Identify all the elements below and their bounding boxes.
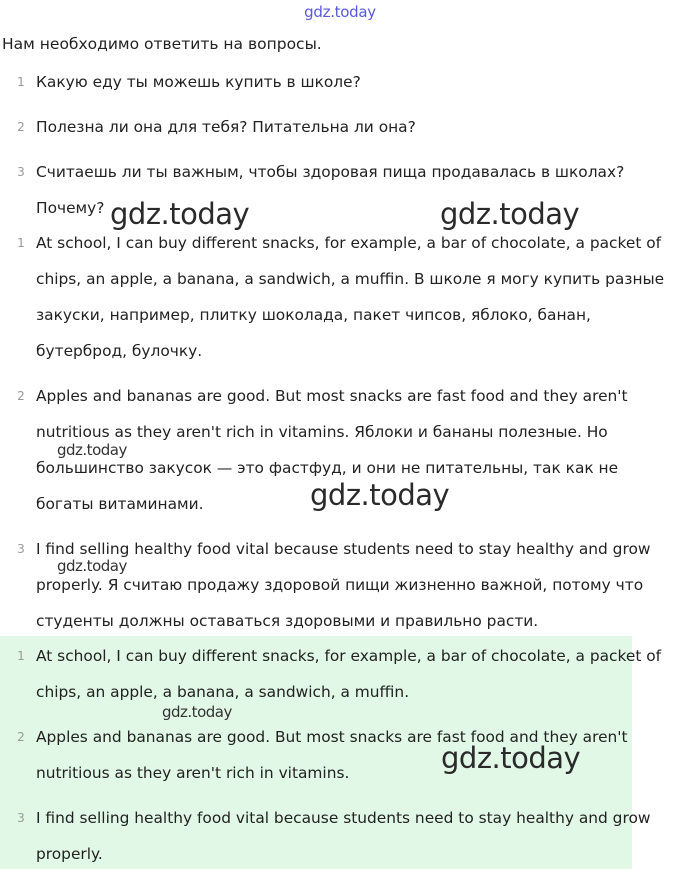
- list-number: 1: [17, 75, 25, 89]
- intro-text: Нам необходимо ответить на вопросы.: [2, 35, 322, 53]
- list-number: 3: [17, 811, 25, 825]
- answer-text: I find selling healthy food vital because students need to stay healthy and grow properly.: [36, 809, 651, 863]
- list-number: 2: [17, 120, 25, 134]
- watermark: gdz.today: [440, 197, 580, 231]
- list-number: 1: [17, 236, 25, 250]
- english-answers-panel: [0, 636, 662, 869]
- question-text: Полезна ли она для тебя? Питательна ли она?: [36, 118, 416, 136]
- site-watermark-header: gdz.today: [304, 3, 376, 21]
- question-text: Считаешь ли ты важным, чтобы здоровая пища продавалась в школах? Почему?: [36, 163, 625, 217]
- watermark: gdz.today: [57, 557, 127, 575]
- list-number: 1: [17, 649, 25, 663]
- list-number: 2: [17, 730, 25, 744]
- question-text: Какую еду ты можешь купить в школе?: [36, 73, 361, 91]
- answer-text: I find selling healthy food vital because students need to stay healthy and grow properly. Я считаю продажу здоровой пищи жизненно важной, потому что студенты должны оставаться здоровыми и правильно расти.: [36, 540, 651, 630]
- answer-text: At school, I can buy different snacks, for example, a bar of chocolate, a packet of chips, an apple, a banana, a sandwich, a muffin.: [36, 647, 662, 701]
- list-number: 3: [17, 165, 25, 179]
- list-number: 3: [17, 542, 25, 556]
- watermark: gdz.today: [57, 441, 127, 459]
- answer-text: At school, I can buy different snacks, for example, a bar of chocolate, a packet of chips, an apple, a banana, a sandwich, a muffin. В школе я могу купить разные закуски, например, плитку шоколада, пакет чипсов, яблоко, банан, бутерброд, булочку.: [36, 234, 665, 360]
- watermark: gdz.today: [310, 478, 450, 512]
- answer-text: Apples and bananas are good. But most snacks are fast food and they aren't nutritious as they aren't rich in vitamins. Яблоки и бананы полезные. Но большинство закусок — это фастфуд, и они не питательны, так как не богаты витаминами.: [36, 387, 628, 513]
- answer-text: Apples and bananas are good. But most snacks are fast food and they aren't nutritious as they aren't rich in vitamins.: [36, 728, 628, 782]
- watermark: gdz.today: [441, 741, 581, 775]
- watermark: gdz.today: [110, 197, 250, 231]
- list-number: 2: [17, 389, 25, 403]
- watermark: gdz.today: [162, 703, 232, 721]
